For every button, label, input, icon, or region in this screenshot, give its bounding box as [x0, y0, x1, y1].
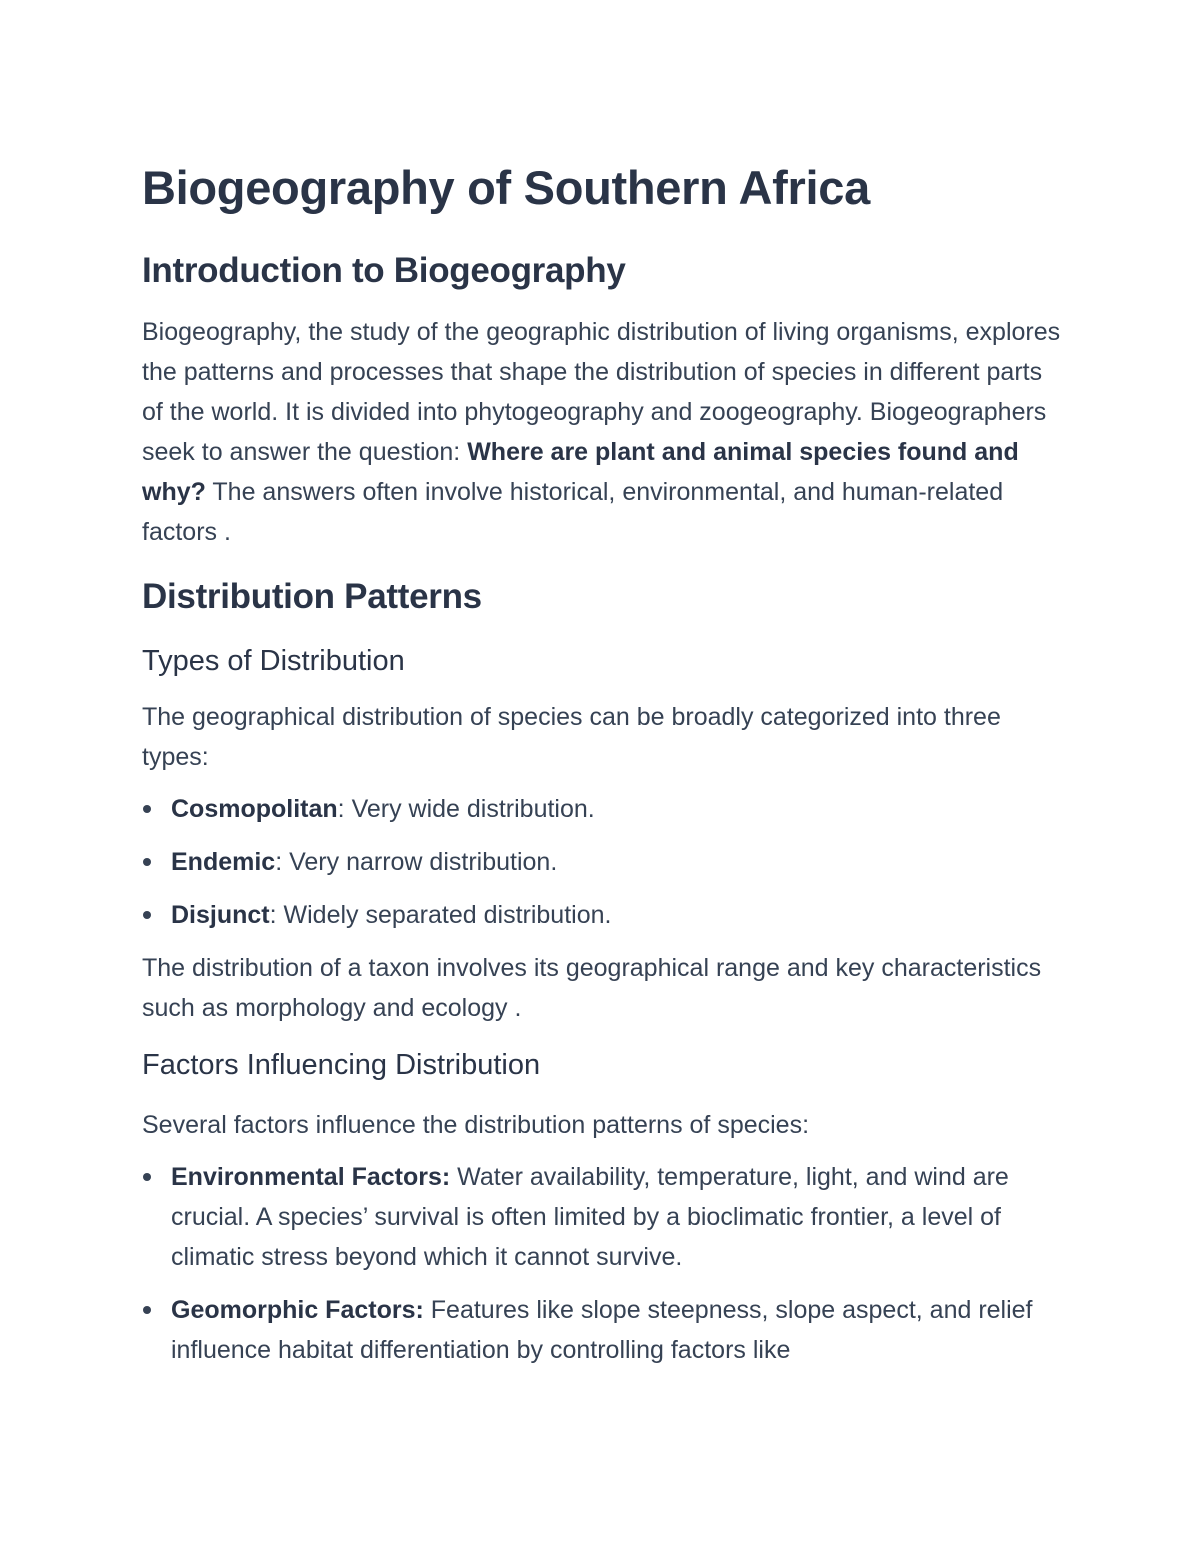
list-item-term: Environmental Factors: — [171, 1162, 451, 1191]
list-item — [142, 895, 1062, 935]
document-title: Biogeography of Southern Africa — [142, 161, 870, 214]
subsection-heading-factors: Factors Influencing Distribution — [142, 1049, 541, 1082]
intro-text-start: Biogeography, the study of the geographic distribution of living organisms, explores the patterns and processes that shape the distribution of species in different parts of the world. It is divided into phytogeography and zoogeography. Biogeographers seek to answer the question: — [142, 318, 1061, 467]
list-item-text: Water availability, temperature, light, and wind are crucial. A species’ survival is often limited by a bioclimatic frontier, a level of climatic stress beyond which it cannot survive. — [171, 1162, 1009, 1271]
bullet-icon — [143, 911, 151, 919]
section-heading-distribution: Distribution Patterns — [142, 577, 482, 617]
types-list — [142, 789, 1062, 935]
section-heading-introduction: Introduction to Biogeography — [142, 251, 626, 291]
types-closing-paragraph: The distribution of a taxon involves its geographical range and key characteristics such as morphology and ecology . — [142, 954, 1042, 1023]
list-item — [142, 789, 1062, 829]
types-lead-paragraph: The geographical distribution of species can be broadly categorized into three types: — [142, 703, 1001, 772]
bullet-icon — [143, 1306, 151, 1314]
list-item-term: Endemic — [171, 848, 276, 877]
list-item-text: Features like slope steepness, slope aspect, and relief influence habitat differentiation by controlling factors like — [171, 1295, 1033, 1364]
list-item-text: : Very wide distribution. — [337, 795, 595, 824]
intro-paragraph — [142, 312, 1062, 552]
list-item-term: Cosmopolitan — [171, 795, 338, 824]
list-item-term: Disjunct — [171, 901, 270, 930]
intro-key-question: Where are plant and animal species found and why? — [142, 438, 1019, 507]
list-item — [142, 842, 1062, 882]
factors-lead-paragraph: Several factors influence the distribution patterns of species: — [142, 1110, 810, 1139]
list-item — [142, 1157, 1062, 1277]
list-item-term: Geomorphic Factors: — [171, 1295, 424, 1324]
list-item — [142, 1290, 1062, 1370]
document-page — [142, 160, 1062, 1370]
list-item-text: : Very narrow distribution. — [275, 848, 558, 877]
intro-text-end: The answers often involve historical, environmental, and human-related factors . — [142, 478, 1004, 547]
bullet-icon — [143, 805, 151, 813]
bullet-icon — [143, 1173, 151, 1181]
bullet-icon — [143, 858, 151, 866]
factors-list — [142, 1157, 1062, 1370]
subsection-heading-types: Types of Distribution — [142, 645, 405, 678]
list-item-text: : Widely separated distribution. — [269, 901, 612, 930]
